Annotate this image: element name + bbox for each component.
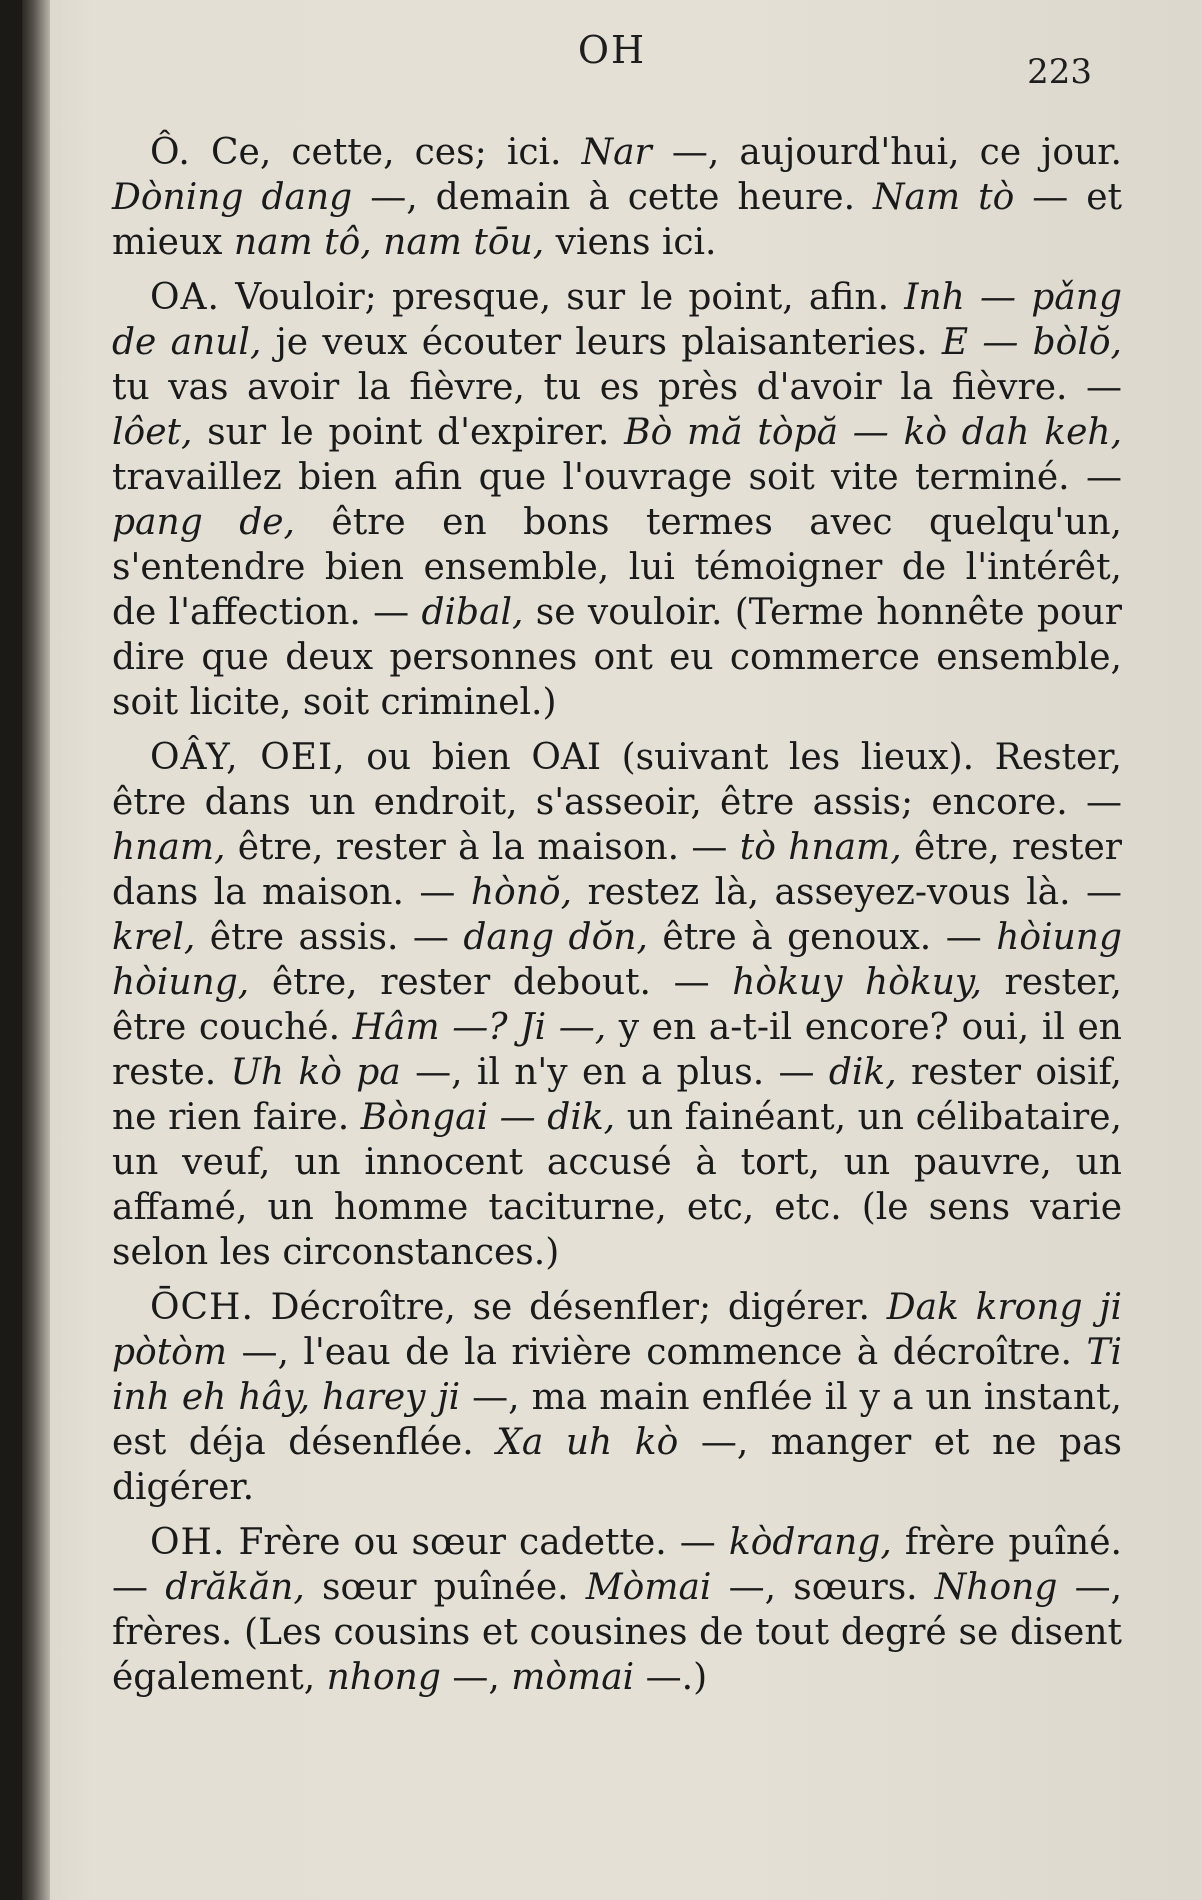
entry-text: ou bien OAI (suivant les lieux). Rester, être dans un endroit, s'asseoir, être assis; encore. — [112,737,1122,823]
entry-example-italic: tò hnam, [739,827,902,868]
entry-text: être assis. — [195,917,464,958]
entry-example-italic: pang de, [112,502,295,543]
entry-example-italic: Nar [581,132,652,173]
entry-text: travaillez bien afin que l'ouvrage soit vite terminé. — [112,457,1122,498]
entry-text: —, l'eau de la rivière commence à décroître. [227,1332,1087,1373]
entry-text: —, sœurs. [711,1567,935,1608]
entry-text: être, rester dans la maison. — [112,827,1122,913]
entry-headword: ŌCH. [150,1287,254,1328]
entry-example-italic: krel, [112,917,196,958]
entry-example-italic: hòiung hòiung, [112,917,1123,1003]
entry-text: —, il n'y en a plus. — [400,1052,829,1093]
entry-example-italic: E — bòlŏ, [941,322,1122,363]
entry-text: être en bons termes avec quelqu'un, s'entendre bien ensemble, lui témoigner de l'intérêt, de l'affection. — [112,502,1122,633]
entry-text: être à genoux. — [647,917,997,958]
entry-text: être, rester à la maison. — [225,827,740,868]
dictionary-entry [112,735,1122,1275]
entry-example-italic: nam tô, nam tōu, [233,222,545,263]
entry-text: sœur puînée. [304,1567,586,1608]
running-head: OH [577,28,647,72]
entry-text: sur le point d'expirer. [192,412,625,453]
entry-example-italic: Bò mă tòpă — kò dah keh, [624,412,1123,453]
book-spine-shadow [22,0,50,1900]
entry-example-italic: lôet, [112,412,193,453]
page-number: 223 [1027,52,1092,92]
entry-example-italic: Ti inh eh hây, harey ji [112,1332,1122,1418]
entry-text: rester oisif, ne rien faire. [112,1052,1122,1138]
entry-example-italic: kòdrang, [728,1522,892,1563]
entry-text: — et mieux [112,177,1122,263]
book-page [22,0,1202,1900]
entry-text: se vouloir. (Terme honnête pour dire que deux personnes ont eu commerce ensemble, soit licite, soit criminel.) [112,592,1122,723]
entry-headword: OH. [150,1522,226,1563]
entry-text: être, rester debout. — [249,962,733,1003]
entry-text: rester, être couché. [112,962,1123,1048]
entry-text: —, ma main enflée il y a un instant, est déja désenflée. [112,1377,1122,1463]
entry-headword: OA. [150,277,220,318]
entry-example-italic: Dòning dang [112,177,353,218]
entry-example-italic: Bòngai — dik, [360,1097,616,1138]
entry-text: y en a-t-il encore? oui, il en reste. [112,1007,1122,1093]
entry-text: —, [440,1657,512,1698]
entry-example-italic: Mòmai [585,1567,712,1608]
dictionary-entry [112,130,1122,265]
entry-example-italic: dibal, [421,592,524,633]
entry-example-italic: drăkăn, [165,1567,305,1608]
dictionary-entry [112,1520,1122,1700]
entry-text: Frère ou sœur cadette. — [225,1522,729,1563]
entry-text: Vouloir; presque, sur le point, afin. [219,277,905,318]
entry-headword: OÂY, OEI, [150,737,346,778]
entry-example-italic: dang dŏn, [463,917,648,958]
entry-text: Ce, cette, ces; ici. [190,132,582,173]
entry-example-italic: hnam, [112,827,226,868]
entry-example-italic: Uh kò pa [230,1052,401,1093]
entry-example-italic: hònŏ, [470,872,573,913]
dictionary-body [112,130,1122,1710]
dictionary-entry [112,1285,1122,1510]
entry-text: —, manger et ne pas digérer. [112,1422,1123,1508]
entry-example-italic: Nam tò [873,177,1015,218]
entry-example-italic: Nhong [934,1567,1058,1608]
entry-text: —.) [634,1657,708,1698]
entry-text: —, frères. (Les cousins et cousines de tout degré se disent également, [112,1567,1123,1698]
entry-text: —, demain à cette heure. [352,177,874,218]
entry-headword: Ô. [150,132,191,173]
entry-text: restez là, asseyez-vous là. — [572,872,1122,913]
entry-text: tu vas avoir la fièvre, tu es près d'avoir la fièvre. — [112,367,1122,408]
entry-text: frère puîné. — [112,1522,1122,1608]
entry-text: —, aujourd'hui, ce jour. [651,132,1122,173]
entry-example-italic: Hâm —? Ji —, [352,1007,607,1048]
dictionary-entry [112,275,1122,725]
entry-example-italic: mòmai [511,1657,635,1698]
entry-example-italic: Xa uh kò [496,1422,679,1463]
entry-example-italic: nhong [326,1657,441,1698]
entry-text: Décroître, se désenfler; digérer. [253,1287,887,1328]
entry-text: viens ici. [544,222,717,263]
entry-example-italic: dik, [828,1052,897,1093]
entry-example-italic: Inh — pǎng de anul, [112,277,1123,363]
entry-text: je veux écouter leurs plaisanteries. [261,322,942,363]
entry-text: un fainéant, un célibataire, un veuf, un innocent accusé à tort, un pauvre, un affamé, un homme taciturne, etc, etc. (le sens varie selon les circonstances.) [112,1097,1122,1273]
entry-example-italic: hòkuy hòkuy, [732,962,982,1003]
entry-example-italic: Dak krong ji pòtòm [112,1287,1122,1373]
